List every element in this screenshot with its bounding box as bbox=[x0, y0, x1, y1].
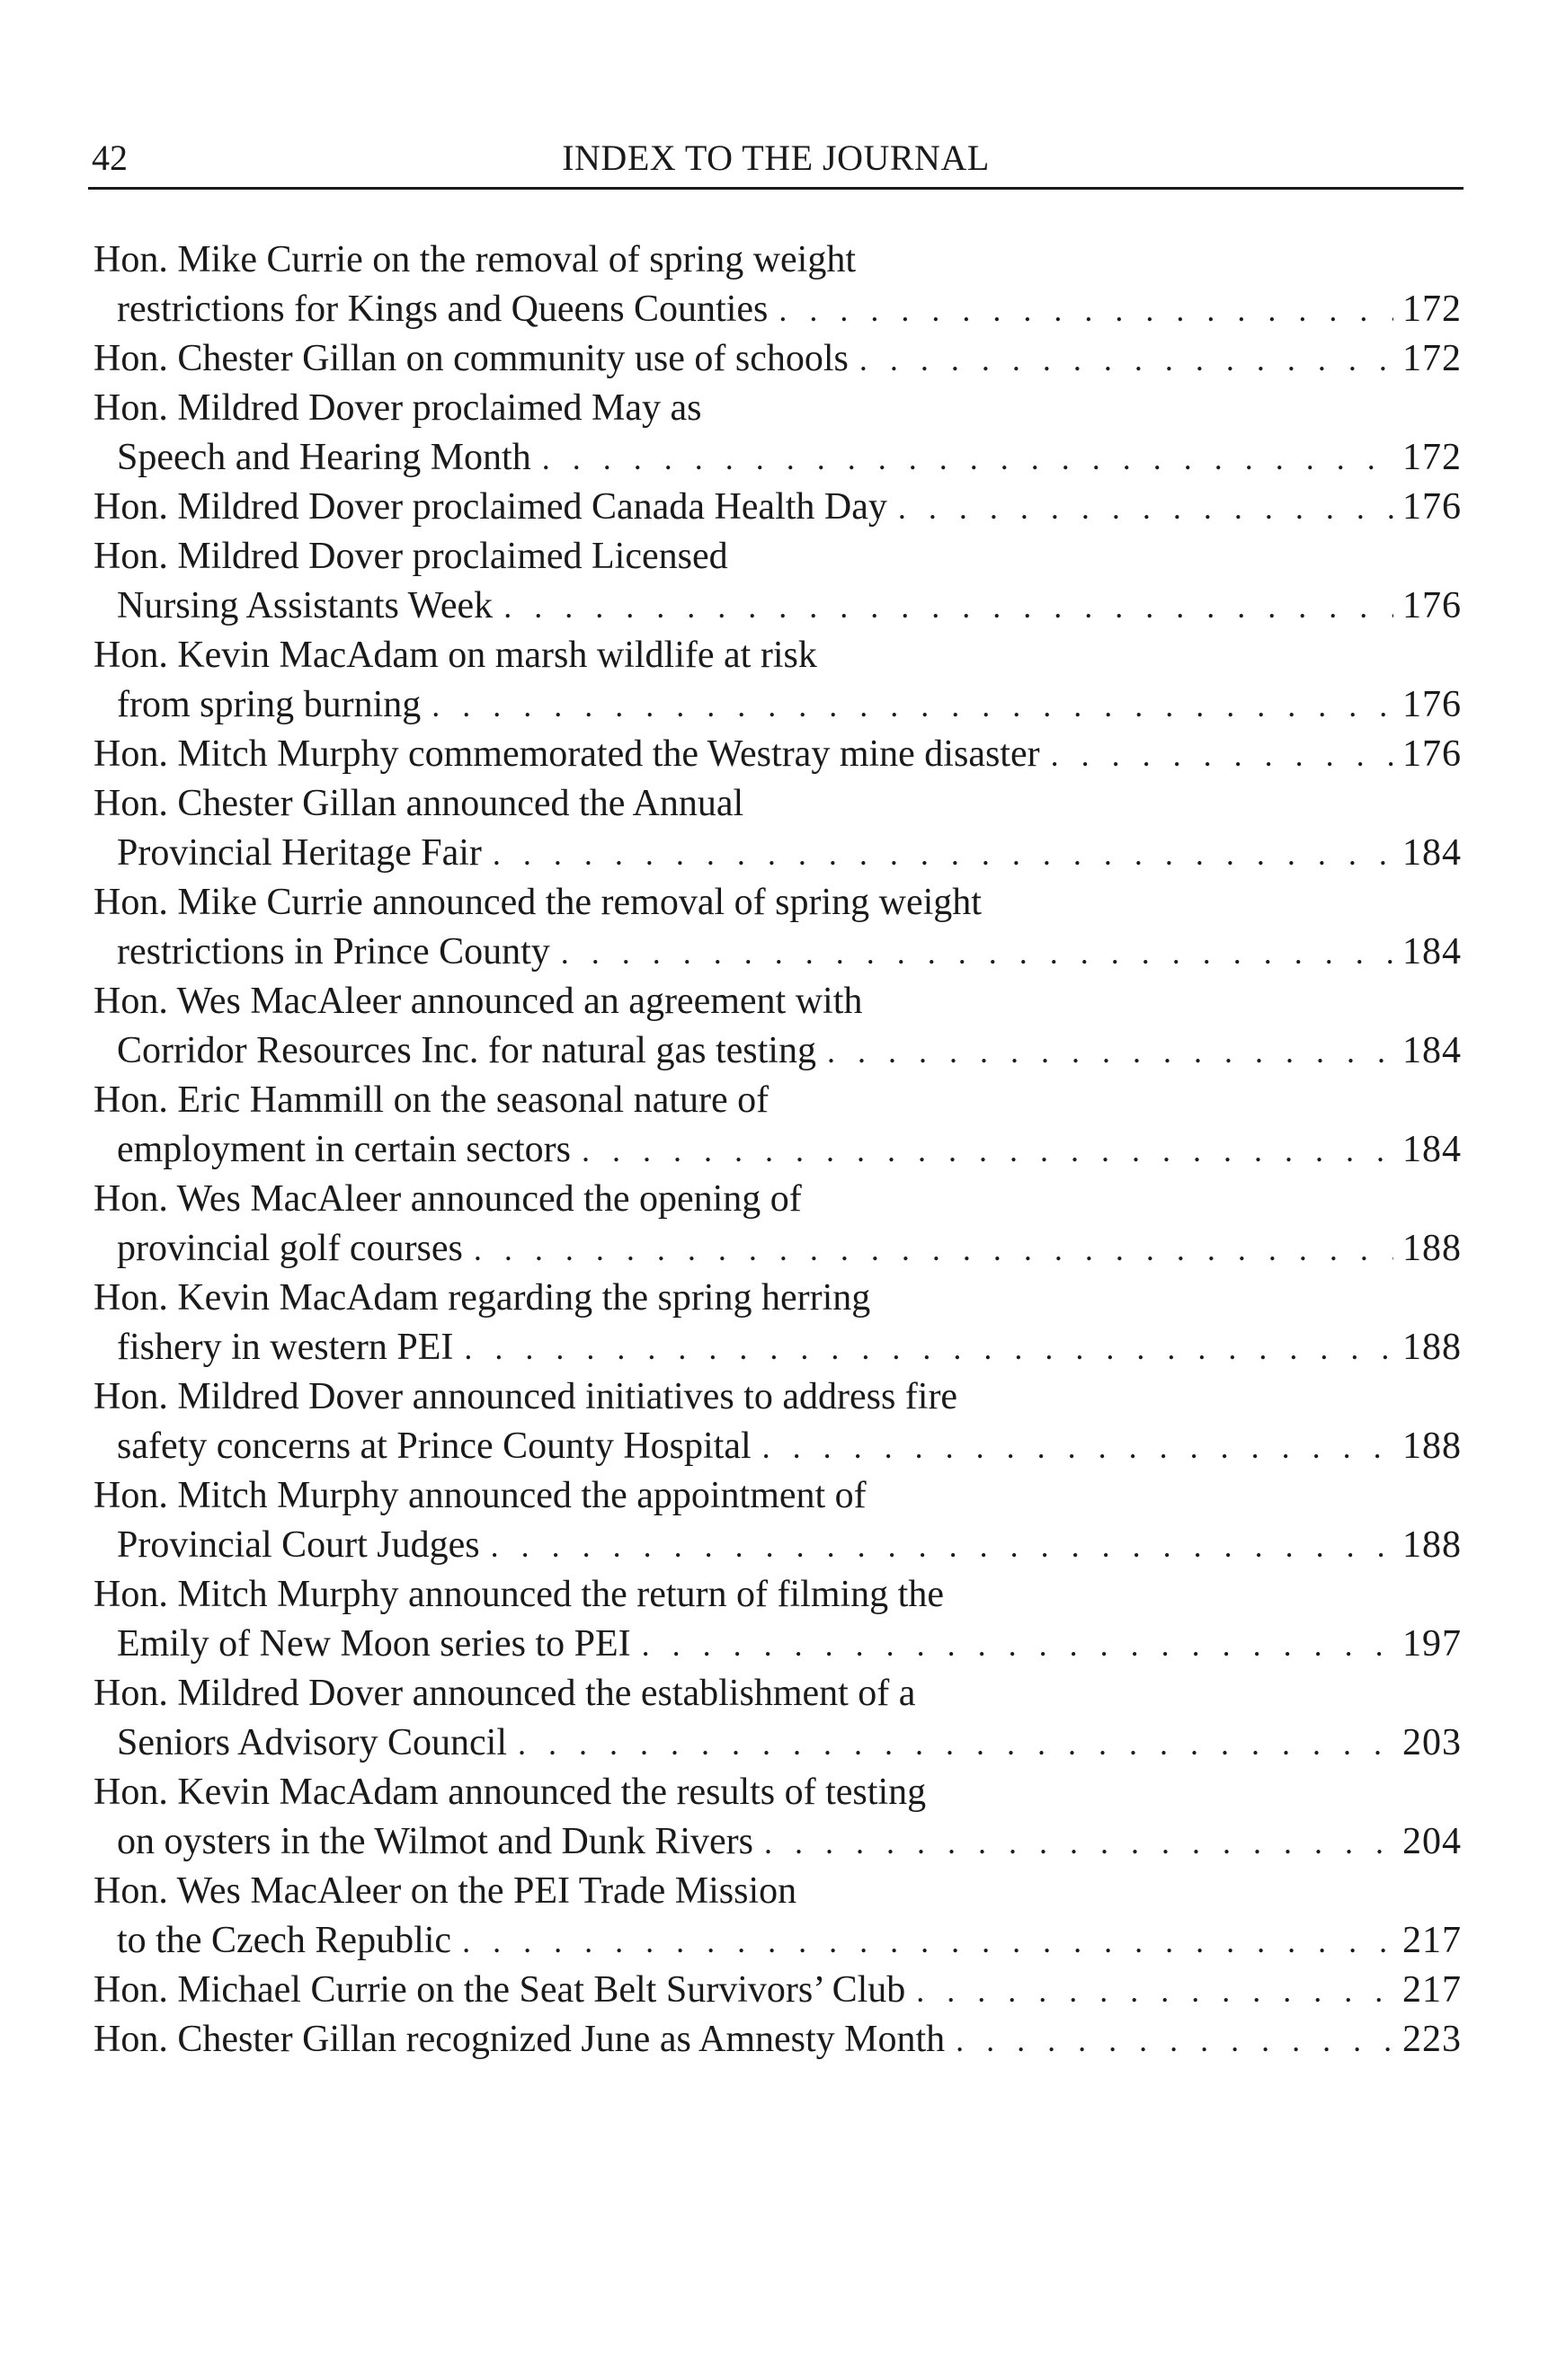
entry-page-number: 188 bbox=[1402, 1425, 1462, 1467]
entry-text: Hon. Mildred Dover announced initiatives to address fire bbox=[93, 1376, 958, 1417]
dot-leader bbox=[491, 1522, 1393, 1571]
entry-text: Hon. Wes MacAleer on the PEI Trade Mission bbox=[93, 1870, 797, 1912]
dot-leader bbox=[642, 1621, 1393, 1670]
entry-continuation-line bbox=[93, 1521, 1462, 1570]
entry-page-number: 203 bbox=[1402, 1722, 1462, 1763]
entry-text: Hon. Mildred Dover proclaimed Licensed bbox=[93, 536, 728, 577]
entry-continuation-line bbox=[93, 1422, 1462, 1471]
entry-heading-line bbox=[93, 1076, 1462, 1125]
entry-text: restrictions for Kings and Queens Counties bbox=[117, 289, 769, 330]
entry-page-number: 204 bbox=[1402, 1821, 1462, 1862]
index-entry bbox=[93, 1175, 1462, 1274]
dot-leader bbox=[859, 335, 1393, 385]
dot-leader bbox=[464, 1324, 1393, 1373]
dot-leader bbox=[432, 681, 1393, 731]
entry-heading-line bbox=[93, 1570, 1462, 1620]
index-entry bbox=[93, 1867, 1462, 1966]
entry-text: Hon. Kevin MacAdam announced the results of testing bbox=[93, 1772, 927, 1813]
entry-heading-line bbox=[93, 334, 1462, 384]
entry-heading-line bbox=[93, 1471, 1462, 1521]
entry-heading-line bbox=[93, 1867, 1462, 1916]
entry-heading-line bbox=[93, 235, 1462, 285]
entry-text: fishery in western PEI bbox=[117, 1327, 454, 1368]
entry-text: Hon. Mildred Dover announced the establishment of a bbox=[93, 1673, 916, 1714]
entry-heading-line bbox=[93, 1966, 1462, 2015]
dot-leader bbox=[764, 1818, 1393, 1868]
index-entry bbox=[93, 2015, 1462, 2065]
entry-text: Hon. Eric Hammill on the seasonal nature of bbox=[93, 1079, 770, 1121]
entry-heading-line bbox=[93, 1669, 1462, 1718]
entry-continuation-line bbox=[93, 433, 1462, 483]
dot-leader bbox=[762, 1423, 1393, 1472]
entry-continuation-line bbox=[93, 582, 1462, 631]
entry-text: Hon. Mitch Murphy announced the return of filming the bbox=[93, 1574, 944, 1615]
dot-leader bbox=[956, 2016, 1393, 2065]
entry-heading-line bbox=[93, 2015, 1462, 2065]
entry-text: Speech and Hearing Month bbox=[117, 437, 531, 478]
entry-continuation-line bbox=[93, 1026, 1462, 1076]
index-entry bbox=[93, 1966, 1462, 2015]
entry-text: to the Czech Republic bbox=[117, 1920, 452, 1961]
entry-text: Hon. Chester Gillan recognized June as Amnesty Month bbox=[93, 2019, 946, 2060]
entry-text: Hon. Mildred Dover proclaimed Canada Health Day bbox=[93, 486, 887, 528]
index-entry bbox=[93, 1372, 1462, 1471]
index-entry bbox=[93, 384, 1462, 483]
entry-continuation-line bbox=[93, 1817, 1462, 1867]
entry-text: from spring burning bbox=[117, 684, 422, 725]
index-entry bbox=[93, 235, 1462, 334]
dot-leader bbox=[582, 1126, 1393, 1176]
dot-leader bbox=[916, 1967, 1393, 2016]
entry-text: on oysters in the Wilmot and Dunk Rivers bbox=[117, 1821, 753, 1862]
entry-heading-line bbox=[93, 878, 1462, 928]
entry-continuation-line bbox=[93, 1718, 1462, 1768]
index-entry bbox=[93, 532, 1462, 631]
page-title: INDEX TO THE JOURNAL bbox=[562, 138, 990, 178]
entry-page-number: 172 bbox=[1402, 289, 1462, 330]
entry-page-number: 176 bbox=[1402, 684, 1462, 725]
entry-heading-line bbox=[93, 532, 1462, 582]
entry-text: Hon. Kevin MacAdam regarding the spring herring bbox=[93, 1277, 871, 1319]
entry-heading-line bbox=[93, 631, 1462, 680]
entry-heading-line bbox=[93, 1372, 1462, 1422]
entry-heading-line bbox=[93, 1274, 1462, 1323]
index-entry bbox=[93, 1669, 1462, 1768]
entry-page-number: 188 bbox=[1402, 1228, 1462, 1269]
entry-page-number: 176 bbox=[1402, 585, 1462, 626]
entry-text: Provincial Court Judges bbox=[117, 1524, 480, 1566]
entry-continuation-line bbox=[93, 285, 1462, 334]
entry-text: Hon. Mike Currie on the removal of spring weight bbox=[93, 239, 856, 280]
dot-leader bbox=[462, 1917, 1393, 1967]
entry-continuation-line bbox=[93, 1224, 1462, 1274]
index-entry bbox=[93, 483, 1462, 532]
entry-heading-line bbox=[93, 730, 1462, 779]
entry-page-number: 176 bbox=[1402, 733, 1462, 775]
entry-continuation-line bbox=[93, 928, 1462, 977]
entry-text: Hon. Wes MacAleer announced the opening of bbox=[93, 1178, 802, 1220]
entry-text: Hon. Mildred Dover proclaimed May as bbox=[93, 387, 702, 429]
entry-page-number: 172 bbox=[1402, 437, 1462, 478]
index-entry bbox=[93, 1768, 1462, 1867]
page-number: 42 bbox=[92, 138, 128, 178]
entry-text: Emily of New Moon series to PEI bbox=[117, 1623, 631, 1665]
entry-page-number: 184 bbox=[1402, 1129, 1462, 1170]
entry-text: restrictions in Prince County bbox=[117, 931, 550, 972]
entry-continuation-line bbox=[93, 1323, 1462, 1372]
entry-heading-line bbox=[93, 1175, 1462, 1224]
dot-leader bbox=[827, 1027, 1393, 1077]
entry-text: Hon. Chester Gillan on community use of schools bbox=[93, 338, 849, 379]
entry-heading-line bbox=[93, 384, 1462, 433]
index-entry bbox=[93, 977, 1462, 1076]
dot-leader bbox=[1051, 731, 1393, 780]
entry-text: Hon. Wes MacAleer announced an agreement with bbox=[93, 981, 863, 1022]
running-head bbox=[88, 133, 1464, 190]
entry-text: Nursing Assistants Week bbox=[117, 585, 494, 626]
entry-text: Hon. Kevin MacAdam on marsh wildlife at risk bbox=[93, 635, 817, 676]
dot-leader bbox=[778, 286, 1393, 335]
entry-text: employment in certain sectors bbox=[117, 1129, 572, 1170]
entry-continuation-line bbox=[93, 680, 1462, 730]
entry-text: safety concerns at Prince County Hospital bbox=[117, 1425, 752, 1467]
index-entry bbox=[93, 878, 1462, 977]
entry-text: Provincial Heritage Fair bbox=[117, 832, 482, 874]
entry-continuation-line bbox=[93, 829, 1462, 878]
index-entry bbox=[93, 1076, 1462, 1175]
index-entry-list bbox=[93, 235, 1462, 2065]
entry-heading-line bbox=[93, 779, 1462, 829]
entry-page-number: 197 bbox=[1402, 1623, 1462, 1665]
dot-leader bbox=[493, 830, 1393, 879]
index-entry bbox=[93, 1570, 1462, 1669]
dot-leader bbox=[542, 434, 1393, 484]
dot-leader bbox=[898, 484, 1393, 533]
entry-heading-line bbox=[93, 1768, 1462, 1817]
index-entry bbox=[93, 779, 1462, 878]
entry-text: Hon. Chester Gillan announced the Annual bbox=[93, 783, 744, 824]
entry-page-number: 172 bbox=[1402, 338, 1462, 379]
entry-page-number: 223 bbox=[1402, 2019, 1462, 2060]
index-entry bbox=[93, 730, 1462, 779]
entry-text: Hon. Mike Currie announced the removal of spring weight bbox=[93, 882, 982, 923]
entry-heading-line bbox=[93, 977, 1462, 1026]
entry-continuation-line bbox=[93, 1620, 1462, 1669]
entry-page-number: 217 bbox=[1402, 1920, 1462, 1961]
entry-heading-line bbox=[93, 483, 1462, 532]
index-entry bbox=[93, 334, 1462, 384]
index-entry bbox=[93, 1274, 1462, 1372]
entry-page-number: 176 bbox=[1402, 486, 1462, 528]
entry-text: Corridor Resources Inc. for natural gas testing bbox=[117, 1030, 816, 1071]
entry-page-number: 184 bbox=[1402, 931, 1462, 972]
dot-leader bbox=[474, 1225, 1393, 1274]
entry-page-number: 188 bbox=[1402, 1524, 1462, 1566]
entry-text: Hon. Mitch Murphy announced the appointment of bbox=[93, 1475, 867, 1516]
entry-text: provincial golf courses bbox=[117, 1228, 463, 1269]
entry-continuation-line bbox=[93, 1916, 1462, 1966]
dot-leader bbox=[561, 928, 1393, 978]
entry-text: Seniors Advisory Council bbox=[117, 1722, 508, 1763]
entry-page-number: 184 bbox=[1402, 832, 1462, 874]
entry-page-number: 217 bbox=[1402, 1969, 1462, 2011]
entry-page-number: 184 bbox=[1402, 1030, 1462, 1071]
dot-leader bbox=[518, 1719, 1393, 1769]
entry-text: Hon. Michael Currie on the Seat Belt Survivors’ Club bbox=[93, 1969, 906, 2011]
index-entry bbox=[93, 631, 1462, 730]
index-entry bbox=[93, 1471, 1462, 1570]
entry-text: Hon. Mitch Murphy commemorated the Westray mine disaster bbox=[93, 733, 1040, 775]
dot-leader bbox=[503, 582, 1393, 632]
entry-page-number: 188 bbox=[1402, 1327, 1462, 1368]
entry-continuation-line bbox=[93, 1125, 1462, 1175]
